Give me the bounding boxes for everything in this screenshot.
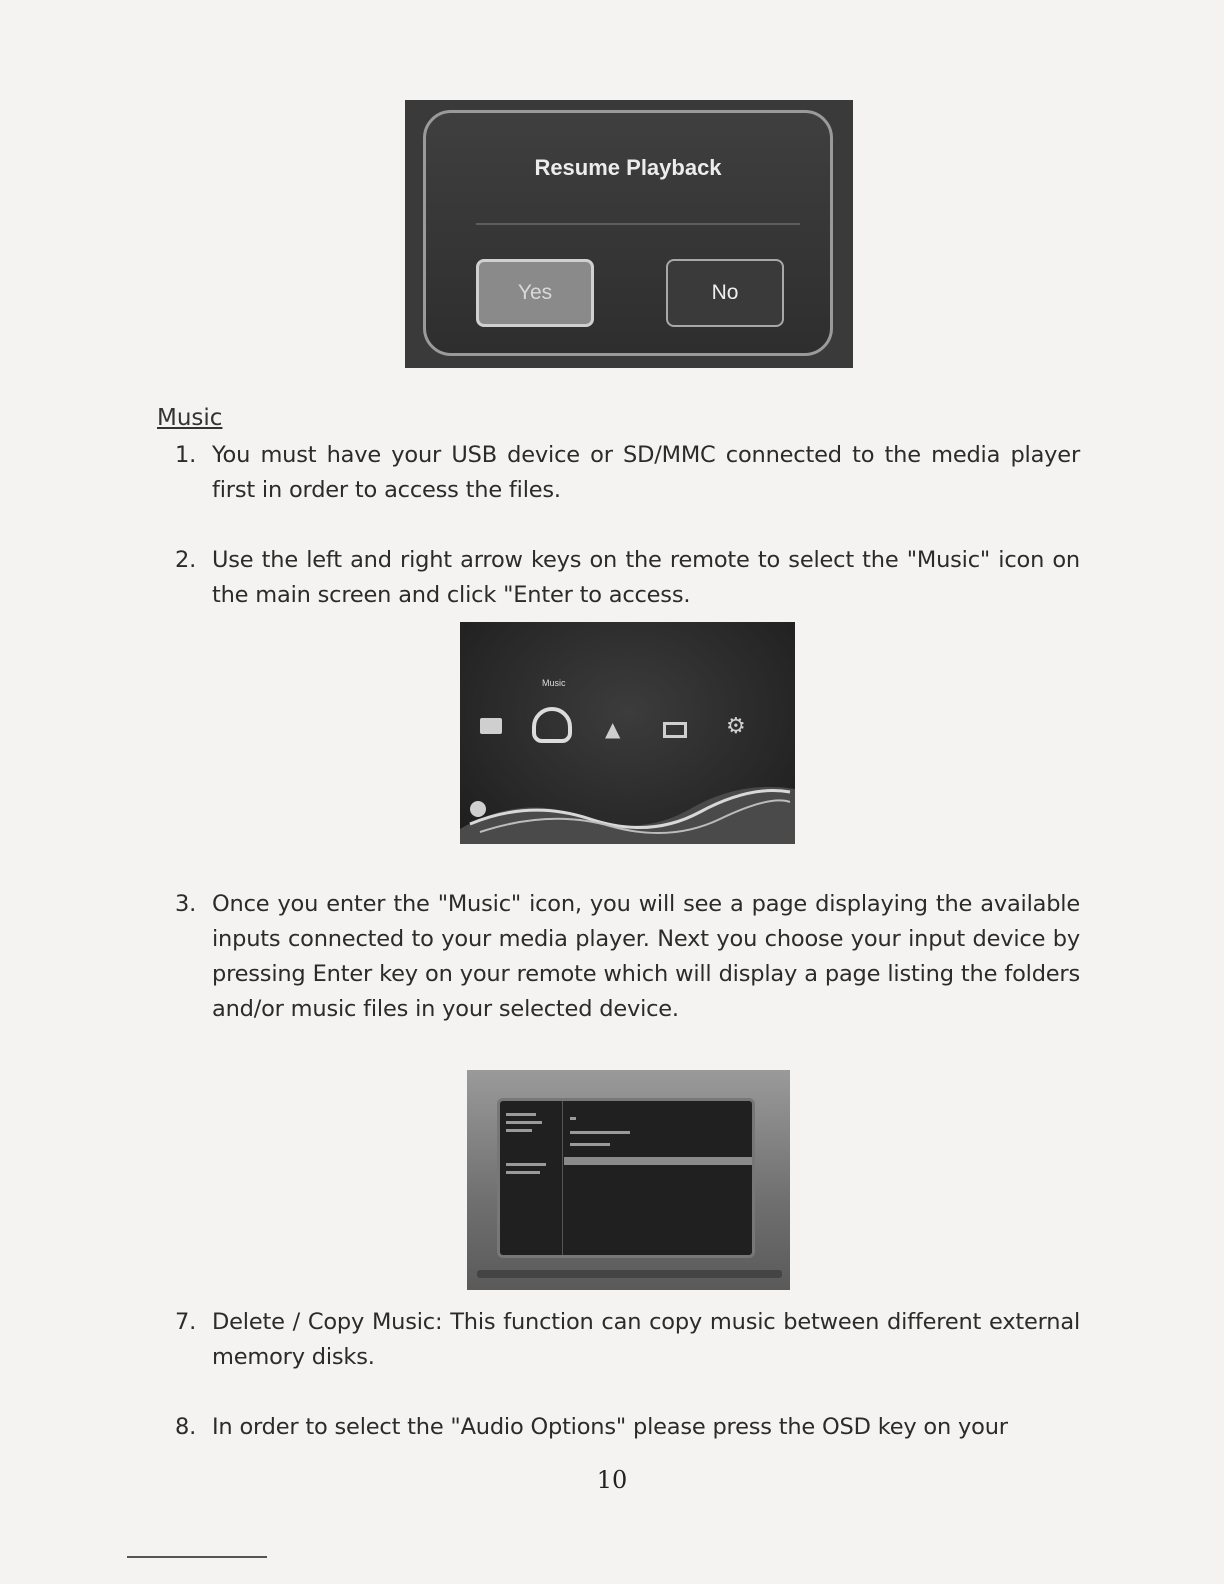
file-browser-panel <box>497 1098 755 1258</box>
list-item-text: Delete / Copy Music: This function can copy music between different external memory disks. <box>212 1309 1080 1370</box>
list-item <box>175 543 1080 613</box>
page-number: 10 <box>596 1466 628 1494</box>
resume-dialog-title: Resume Playback <box>534 155 722 180</box>
list-item <box>175 1410 1080 1445</box>
dialog-divider <box>476 223 800 225</box>
folder-icon <box>480 718 502 734</box>
file-browser-sidebar <box>500 1101 563 1255</box>
resume-playback-screenshot <box>405 100 853 368</box>
music-icon-caption: Music <box>542 678 566 688</box>
list-item-number: 1. <box>175 442 197 468</box>
list-item <box>175 438 1080 508</box>
list-item-number: 7. <box>175 1309 197 1335</box>
list-item <box>175 887 1080 1027</box>
footnote-divider <box>127 1556 267 1558</box>
bottom-bar <box>477 1270 782 1278</box>
no-button: No <box>666 259 784 327</box>
list-item <box>175 1305 1080 1375</box>
selected-row-highlight <box>564 1157 752 1165</box>
settings-icon: ⚙ <box>726 714 746 739</box>
photo-icon: ▲ <box>605 717 621 741</box>
list-item-number: 2. <box>175 547 197 573</box>
water-splash-graphic <box>460 774 795 844</box>
music-icon <box>532 707 572 743</box>
list-item-text: In order to select the "Audio Options" please press the OSD key on your <box>212 1414 1008 1440</box>
resume-dialog <box>423 110 833 356</box>
list-item-text: Once you enter the "Music" icon, you will see a page displaying the available inputs connected to your media player. Next you choose your input device by pressing Enter key on your remote which will display a page listing the folders and/or music files in your selected device. <box>212 891 1080 1022</box>
list-item-number: 8. <box>175 1414 197 1440</box>
section-heading-music: Music <box>157 405 223 431</box>
list-item-number: 3. <box>175 891 197 917</box>
list-item-text: You must have your USB device or SD/MMC connected to the media player first in order to access the files. <box>212 442 1080 503</box>
file-list-screenshot <box>467 1070 790 1290</box>
list-item-text: Use the left and right arrow keys on the remote to select the "Music" icon on the main screen and click "Enter to access. <box>212 547 1080 608</box>
main-screen-screenshot <box>460 622 795 844</box>
yes-button: Yes <box>476 259 594 327</box>
video-icon <box>663 722 687 738</box>
